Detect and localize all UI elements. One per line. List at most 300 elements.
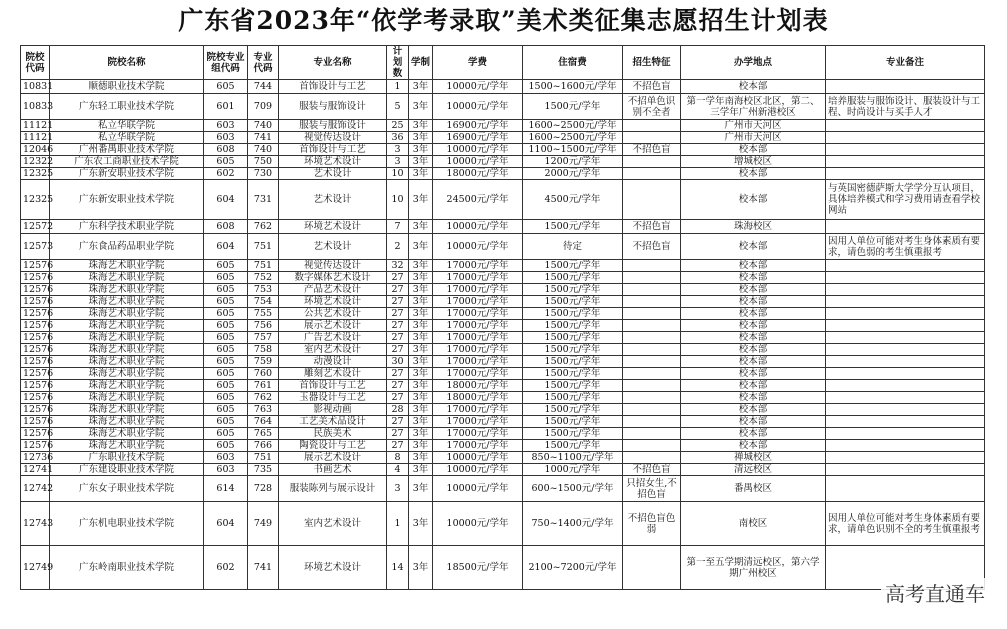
major-remark-cell: [826, 260, 985, 272]
dorm-fee-cell: 1500元/学年: [523, 272, 623, 284]
enroll-feature-cell: [623, 440, 681, 452]
dorm-fee-cell: 1500元/学年: [523, 320, 623, 332]
group-code-cell: 608: [204, 220, 248, 234]
school-code-cell: 12325: [21, 168, 50, 180]
tuition-cell: 17000元/学年: [433, 296, 523, 308]
plan-count-cell: 4: [387, 464, 409, 476]
major-code-cell: 763: [248, 404, 279, 416]
school-name-cell: 珠海艺术职业学院: [50, 296, 204, 308]
group-code-cell: 605: [204, 368, 248, 380]
duration-cell: 3年: [409, 476, 433, 502]
table-row: [21, 180, 985, 220]
major-name-cell: 首饰设计与工艺: [279, 80, 387, 94]
column-header: 院校代码: [21, 46, 50, 80]
plan-count-cell: 27: [387, 416, 409, 428]
table-row: [21, 260, 985, 272]
school-code-cell: 12046: [21, 144, 50, 156]
group-code-cell: 605: [204, 156, 248, 168]
major-name-cell: 雕刻艺术设计: [279, 368, 387, 380]
table-row: [21, 546, 985, 590]
tuition-cell: 17000元/学年: [433, 428, 523, 440]
dorm-fee-cell: 4500元/学年: [523, 180, 623, 220]
group-code-cell: 602: [204, 168, 248, 180]
tuition-cell: 17000元/学年: [433, 332, 523, 344]
major-name-cell: 室内艺术设计: [279, 502, 387, 546]
duration-cell: 3年: [409, 356, 433, 368]
group-code-cell: 605: [204, 416, 248, 428]
major-remark-cell: [826, 284, 985, 296]
tuition-cell: 10000元/学年: [433, 464, 523, 476]
dorm-fee-cell: 1100~1500元/学年: [523, 144, 623, 156]
duration-cell: 3年: [409, 220, 433, 234]
campus-location-cell: 增城校区: [681, 156, 826, 168]
tuition-cell: 16900元/学年: [433, 132, 523, 144]
enroll-feature-cell: [623, 180, 681, 220]
duration-cell: 3年: [409, 368, 433, 380]
enroll-feature-cell: 不招色盲色弱: [623, 502, 681, 546]
group-code-cell: 605: [204, 272, 248, 284]
school-code-cell: 12749: [21, 546, 50, 590]
tuition-cell: 10000元/学年: [433, 502, 523, 546]
group-code-cell: 608: [204, 144, 248, 156]
major-code-cell: 751: [248, 452, 279, 464]
duration-cell: 3年: [409, 234, 433, 260]
table-row: [21, 220, 985, 234]
enroll-feature-cell: [623, 120, 681, 132]
major-code-cell: 761: [248, 380, 279, 392]
column-header: 办学地点: [681, 46, 826, 80]
campus-location-cell: 校本部: [681, 80, 826, 94]
major-code-cell: 762: [248, 220, 279, 234]
dorm-fee-cell: 2100~7200元/学年: [523, 546, 623, 590]
school-name-cell: 广东职业技术学院: [50, 452, 204, 464]
table-body: [21, 80, 985, 590]
table-header-row: [21, 46, 985, 80]
dorm-fee-cell: 1500元/学年: [523, 296, 623, 308]
dorm-fee-cell: 1500元/学年: [523, 404, 623, 416]
group-code-cell: 605: [204, 356, 248, 368]
plan-count-cell: 1: [387, 502, 409, 546]
campus-location-cell: 禅城校区: [681, 452, 826, 464]
school-name-cell: 珠海艺术职业学院: [50, 272, 204, 284]
table-row: [21, 416, 985, 428]
major-remark-cell: [826, 428, 985, 440]
school-name-cell: 珠海艺术职业学院: [50, 356, 204, 368]
school-name-cell: 私立华联学院: [50, 132, 204, 144]
plan-count-cell: 27: [387, 344, 409, 356]
school-name-cell: 广东建设职业技术学院: [50, 464, 204, 476]
campus-location-cell: 校本部: [681, 168, 826, 180]
group-code-cell: 604: [204, 502, 248, 546]
duration-cell: 3年: [409, 380, 433, 392]
school-name-cell: 广东新安职业技术学院: [50, 168, 204, 180]
tuition-cell: 17000元/学年: [433, 260, 523, 272]
enroll-feature-cell: [623, 156, 681, 168]
group-code-cell: 605: [204, 428, 248, 440]
plan-count-cell: 36: [387, 132, 409, 144]
plan-count-cell: 14: [387, 546, 409, 590]
major-name-cell: 环境艺术设计: [279, 156, 387, 168]
table-row: [21, 296, 985, 308]
school-name-cell: 珠海艺术职业学院: [50, 332, 204, 344]
column-header: 院校名称: [50, 46, 204, 80]
tuition-cell: 17000元/学年: [433, 416, 523, 428]
major-remark-cell: [826, 368, 985, 380]
enroll-feature-cell: [623, 296, 681, 308]
major-code-cell: 740: [248, 120, 279, 132]
school-code-cell: 12576: [21, 272, 50, 284]
campus-location-cell: 校本部: [681, 356, 826, 368]
dorm-fee-cell: 1500元/学年: [523, 356, 623, 368]
dorm-fee-cell: 1500元/学年: [523, 284, 623, 296]
major-name-cell: 工艺美术品设计: [279, 416, 387, 428]
campus-location-cell: 校本部: [681, 234, 826, 260]
enroll-feature-cell: [623, 380, 681, 392]
school-name-cell: 珠海艺术职业学院: [50, 380, 204, 392]
dorm-fee-cell: 1500元/学年: [523, 380, 623, 392]
school-code-cell: 12572: [21, 220, 50, 234]
major-remark-cell: 培养服装与服饰设计、服装设计与工程、时尚设计与买手人才: [826, 94, 985, 120]
plan-count-cell: 8: [387, 452, 409, 464]
duration-cell: 3年: [409, 156, 433, 168]
major-code-cell: 759: [248, 356, 279, 368]
school-name-cell: 珠海艺术职业学院: [50, 392, 204, 404]
major-code-cell: 728: [248, 476, 279, 502]
column-header: 计划数: [387, 46, 409, 80]
school-name-cell: 广东轻工职业技术学院: [50, 94, 204, 120]
school-code-cell: 12576: [21, 344, 50, 356]
group-code-cell: 605: [204, 332, 248, 344]
enroll-feature-cell: 不招色盲: [623, 220, 681, 234]
group-code-cell: 605: [204, 392, 248, 404]
tuition-cell: 17000元/学年: [433, 356, 523, 368]
major-code-cell: 755: [248, 308, 279, 320]
enroll-feature-cell: 只招女生,不招色盲: [623, 476, 681, 502]
group-code-cell: 605: [204, 260, 248, 272]
campus-location-cell: 校本部: [681, 320, 826, 332]
major-code-cell: 752: [248, 272, 279, 284]
plan-count-cell: 30: [387, 356, 409, 368]
duration-cell: 3年: [409, 320, 433, 332]
duration-cell: 3年: [409, 144, 433, 156]
dorm-fee-cell: 1500~1600元/学年: [523, 80, 623, 94]
plan-count-cell: 5: [387, 94, 409, 120]
tuition-cell: 17000元/学年: [433, 368, 523, 380]
major-remark-cell: [826, 416, 985, 428]
enroll-feature-cell: [623, 132, 681, 144]
table-row: [21, 120, 985, 132]
duration-cell: 3年: [409, 180, 433, 220]
enroll-feature-cell: [623, 452, 681, 464]
campus-location-cell: 校本部: [681, 260, 826, 272]
plan-count-cell: 10: [387, 180, 409, 220]
school-name-cell: 珠海艺术职业学院: [50, 260, 204, 272]
major-code-cell: 753: [248, 284, 279, 296]
duration-cell: 3年: [409, 284, 433, 296]
table-row: [21, 428, 985, 440]
school-name-cell: 广州番禺职业技术学院: [50, 144, 204, 156]
table-row: [21, 156, 985, 168]
table-row: [21, 80, 985, 94]
table-row: [21, 272, 985, 284]
school-code-cell: 12576: [21, 284, 50, 296]
tuition-cell: 17000元/学年: [433, 308, 523, 320]
enroll-feature-cell: [623, 356, 681, 368]
major-remark-cell: [826, 272, 985, 284]
school-code-cell: 12742: [21, 476, 50, 502]
major-remark-cell: [826, 168, 985, 180]
major-name-cell: 公共艺术设计: [279, 308, 387, 320]
major-remark-cell: [826, 356, 985, 368]
group-code-cell: 605: [204, 320, 248, 332]
major-remark-cell: [826, 380, 985, 392]
campus-location-cell: 校本部: [681, 380, 826, 392]
major-code-cell: 765: [248, 428, 279, 440]
duration-cell: 3年: [409, 80, 433, 94]
plan-count-cell: 27: [387, 284, 409, 296]
plan-count-cell: 28: [387, 404, 409, 416]
school-name-cell: 珠海艺术职业学院: [50, 428, 204, 440]
table-row: [21, 332, 985, 344]
enroll-feature-cell: [623, 260, 681, 272]
duration-cell: 3年: [409, 272, 433, 284]
major-remark-cell: [826, 156, 985, 168]
campus-location-cell: 校本部: [681, 284, 826, 296]
duration-cell: 3年: [409, 120, 433, 132]
major-name-cell: 展示艺术设计: [279, 320, 387, 332]
major-code-cell: 709: [248, 94, 279, 120]
major-name-cell: 影视动画: [279, 404, 387, 416]
school-code-cell: 12576: [21, 428, 50, 440]
major-remark-cell: [826, 332, 985, 344]
group-code-cell: 605: [204, 296, 248, 308]
enroll-feature-cell: [623, 272, 681, 284]
major-code-cell: 756: [248, 320, 279, 332]
table-row: [21, 404, 985, 416]
major-remark-cell: [826, 120, 985, 132]
column-header: 院校专业组代码: [204, 46, 248, 80]
major-name-cell: 室内艺术设计: [279, 344, 387, 356]
major-code-cell: 744: [248, 80, 279, 94]
dorm-fee-cell: 1200元/学年: [523, 156, 623, 168]
tuition-cell: 10000元/学年: [433, 476, 523, 502]
school-code-cell: 12576: [21, 260, 50, 272]
major-name-cell: 陶瓷设计与工艺: [279, 440, 387, 452]
school-name-cell: 广东科学技术职业学院: [50, 220, 204, 234]
school-code-cell: 10833: [21, 94, 50, 120]
major-name-cell: 书画艺术: [279, 464, 387, 476]
duration-cell: 3年: [409, 416, 433, 428]
school-code-cell: 12576: [21, 320, 50, 332]
major-name-cell: 数字媒体艺术设计: [279, 272, 387, 284]
duration-cell: 3年: [409, 132, 433, 144]
enroll-feature-cell: [623, 332, 681, 344]
school-code-cell: 12576: [21, 440, 50, 452]
major-code-cell: 758: [248, 344, 279, 356]
enroll-feature-cell: [623, 428, 681, 440]
group-code-cell: 603: [204, 452, 248, 464]
plan-count-cell: 32: [387, 260, 409, 272]
table-row: [21, 356, 985, 368]
major-remark-cell: 因用人单位可能对考生身体素质有要求，请单色识别不全的考生慎重报考: [826, 502, 985, 546]
major-code-cell: 764: [248, 416, 279, 428]
dorm-fee-cell: 待定: [523, 234, 623, 260]
major-remark-cell: [826, 144, 985, 156]
table-row: [21, 502, 985, 546]
campus-location-cell: 第一至五学期清远校区，第六学期广州校区: [681, 546, 826, 590]
major-name-cell: 动漫设计: [279, 356, 387, 368]
dorm-fee-cell: 1500元/学年: [523, 94, 623, 120]
major-name-cell: 首饰设计与工艺: [279, 380, 387, 392]
plan-count-cell: 27: [387, 332, 409, 344]
duration-cell: 3年: [409, 464, 433, 476]
school-name-cell: 珠海艺术职业学院: [50, 416, 204, 428]
dorm-fee-cell: 2000元/学年: [523, 168, 623, 180]
campus-location-cell: 校本部: [681, 392, 826, 404]
major-remark-cell: [826, 404, 985, 416]
school-name-cell: 珠海艺术职业学院: [50, 308, 204, 320]
major-name-cell: 艺术设计: [279, 168, 387, 180]
enroll-feature-cell: 不招色盲: [623, 80, 681, 94]
major-remark-cell: [826, 132, 985, 144]
campus-location-cell: 清远校区: [681, 464, 826, 476]
major-code-cell: 762: [248, 392, 279, 404]
dorm-fee-cell: 1600~2500元/学年: [523, 120, 623, 132]
campus-location-cell: 校本部: [681, 332, 826, 344]
major-remark-cell: [826, 476, 985, 502]
school-code-cell: 12741: [21, 464, 50, 476]
school-code-cell: 12573: [21, 234, 50, 260]
enroll-feature-cell: [623, 416, 681, 428]
major-code-cell: 731: [248, 180, 279, 220]
page-title: 广东省2023年“依学考录取”美术类征集志愿招生计划表: [178, 6, 829, 35]
major-remark-cell: [826, 452, 985, 464]
column-header: 专业备注: [826, 46, 985, 80]
school-code-cell: 10831: [21, 80, 50, 94]
duration-cell: 3年: [409, 260, 433, 272]
enroll-feature-cell: [623, 368, 681, 380]
column-header: 招生特征: [623, 46, 681, 80]
enroll-feature-cell: [623, 546, 681, 590]
school-code-cell: 12576: [21, 296, 50, 308]
tuition-cell: 24500元/学年: [433, 180, 523, 220]
school-name-cell: 广东食品药品职业学院: [50, 234, 204, 260]
group-code-cell: 605: [204, 308, 248, 320]
plan-count-cell: 27: [387, 296, 409, 308]
column-header: 住宿费: [523, 46, 623, 80]
major-remark-cell: [826, 296, 985, 308]
group-code-cell: 603: [204, 132, 248, 144]
school-code-cell: 11121: [21, 120, 50, 132]
major-remark-cell: [826, 220, 985, 234]
group-code-cell: 603: [204, 464, 248, 476]
plan-count-cell: 3: [387, 476, 409, 502]
school-name-cell: 珠海艺术职业学院: [50, 284, 204, 296]
table-row: [21, 284, 985, 296]
enroll-feature-cell: [623, 320, 681, 332]
duration-cell: 3年: [409, 94, 433, 120]
tuition-cell: 18000元/学年: [433, 380, 523, 392]
tuition-cell: 17000元/学年: [433, 440, 523, 452]
dorm-fee-cell: 1500元/学年: [523, 344, 623, 356]
dorm-fee-cell: 1500元/学年: [523, 308, 623, 320]
major-name-cell: 产品艺术设计: [279, 284, 387, 296]
tuition-cell: 18000元/学年: [433, 168, 523, 180]
tuition-cell: 10000元/学年: [433, 144, 523, 156]
major-name-cell: 首饰设计与工艺: [279, 144, 387, 156]
tuition-cell: 17000元/学年: [433, 272, 523, 284]
school-name-cell: 广东新安职业技术学院: [50, 180, 204, 220]
duration-cell: 3年: [409, 168, 433, 180]
major-remark-cell: [826, 344, 985, 356]
plan-count-cell: 27: [387, 392, 409, 404]
dorm-fee-cell: 850~1100元/学年: [523, 452, 623, 464]
school-name-cell: 珠海艺术职业学院: [50, 404, 204, 416]
school-name-cell: 广东机电职业技术学院: [50, 502, 204, 546]
table-row: [21, 168, 985, 180]
dorm-fee-cell: 1600~2500元/学年: [523, 132, 623, 144]
major-name-cell: 视觉传达设计: [279, 132, 387, 144]
plan-count-cell: 1: [387, 80, 409, 94]
campus-location-cell: 校本部: [681, 344, 826, 356]
school-name-cell: 广东女子职业技术学院: [50, 476, 204, 502]
group-code-cell: 605: [204, 440, 248, 452]
group-code-cell: 602: [204, 546, 248, 590]
campus-location-cell: 校本部: [681, 404, 826, 416]
major-remark-cell: [826, 464, 985, 476]
campus-location-cell: 校本部: [681, 308, 826, 320]
campus-location-cell: 南校区: [681, 502, 826, 546]
enroll-feature-cell: [623, 308, 681, 320]
major-remark-cell: 因用人单位可能对考生身体素质有要求，请色弱的考生慎重报考: [826, 234, 985, 260]
school-code-cell: 12736: [21, 452, 50, 464]
major-code-cell: 750: [248, 156, 279, 168]
table-row: [21, 320, 985, 332]
enroll-feature-cell: [623, 392, 681, 404]
plan-count-cell: 27: [387, 380, 409, 392]
major-code-cell: 754: [248, 296, 279, 308]
tuition-cell: 10000元/学年: [433, 452, 523, 464]
major-remark-cell: [826, 320, 985, 332]
campus-location-cell: 校本部: [681, 272, 826, 284]
tuition-cell: 17000元/学年: [433, 284, 523, 296]
school-code-cell: 12576: [21, 308, 50, 320]
campus-location-cell: 广州市天河区: [681, 132, 826, 144]
campus-location-cell: 校本部: [681, 440, 826, 452]
tuition-cell: 10000元/学年: [433, 80, 523, 94]
campus-location-cell: 第一学年南海校区北区，第二、三学年广州新港校区: [681, 94, 826, 120]
group-code-cell: 601: [204, 94, 248, 120]
school-code-cell: 12576: [21, 380, 50, 392]
school-name-cell: 私立华联学院: [50, 120, 204, 132]
table-row: [21, 308, 985, 320]
major-code-cell: 757: [248, 332, 279, 344]
campus-location-cell: 校本部: [681, 144, 826, 156]
table-row: [21, 380, 985, 392]
school-code-cell: 11121: [21, 132, 50, 144]
dorm-fee-cell: 1500元/学年: [523, 260, 623, 272]
plan-count-cell: 3: [387, 144, 409, 156]
school-name-cell: 珠海艺术职业学院: [50, 320, 204, 332]
duration-cell: 3年: [409, 392, 433, 404]
column-header: 学制: [409, 46, 433, 80]
major-code-cell: 751: [248, 260, 279, 272]
table-row: [21, 368, 985, 380]
dorm-fee-cell: 1500元/学年: [523, 416, 623, 428]
major-code-cell: 766: [248, 440, 279, 452]
major-code-cell: 760: [248, 368, 279, 380]
table-row: [21, 234, 985, 260]
